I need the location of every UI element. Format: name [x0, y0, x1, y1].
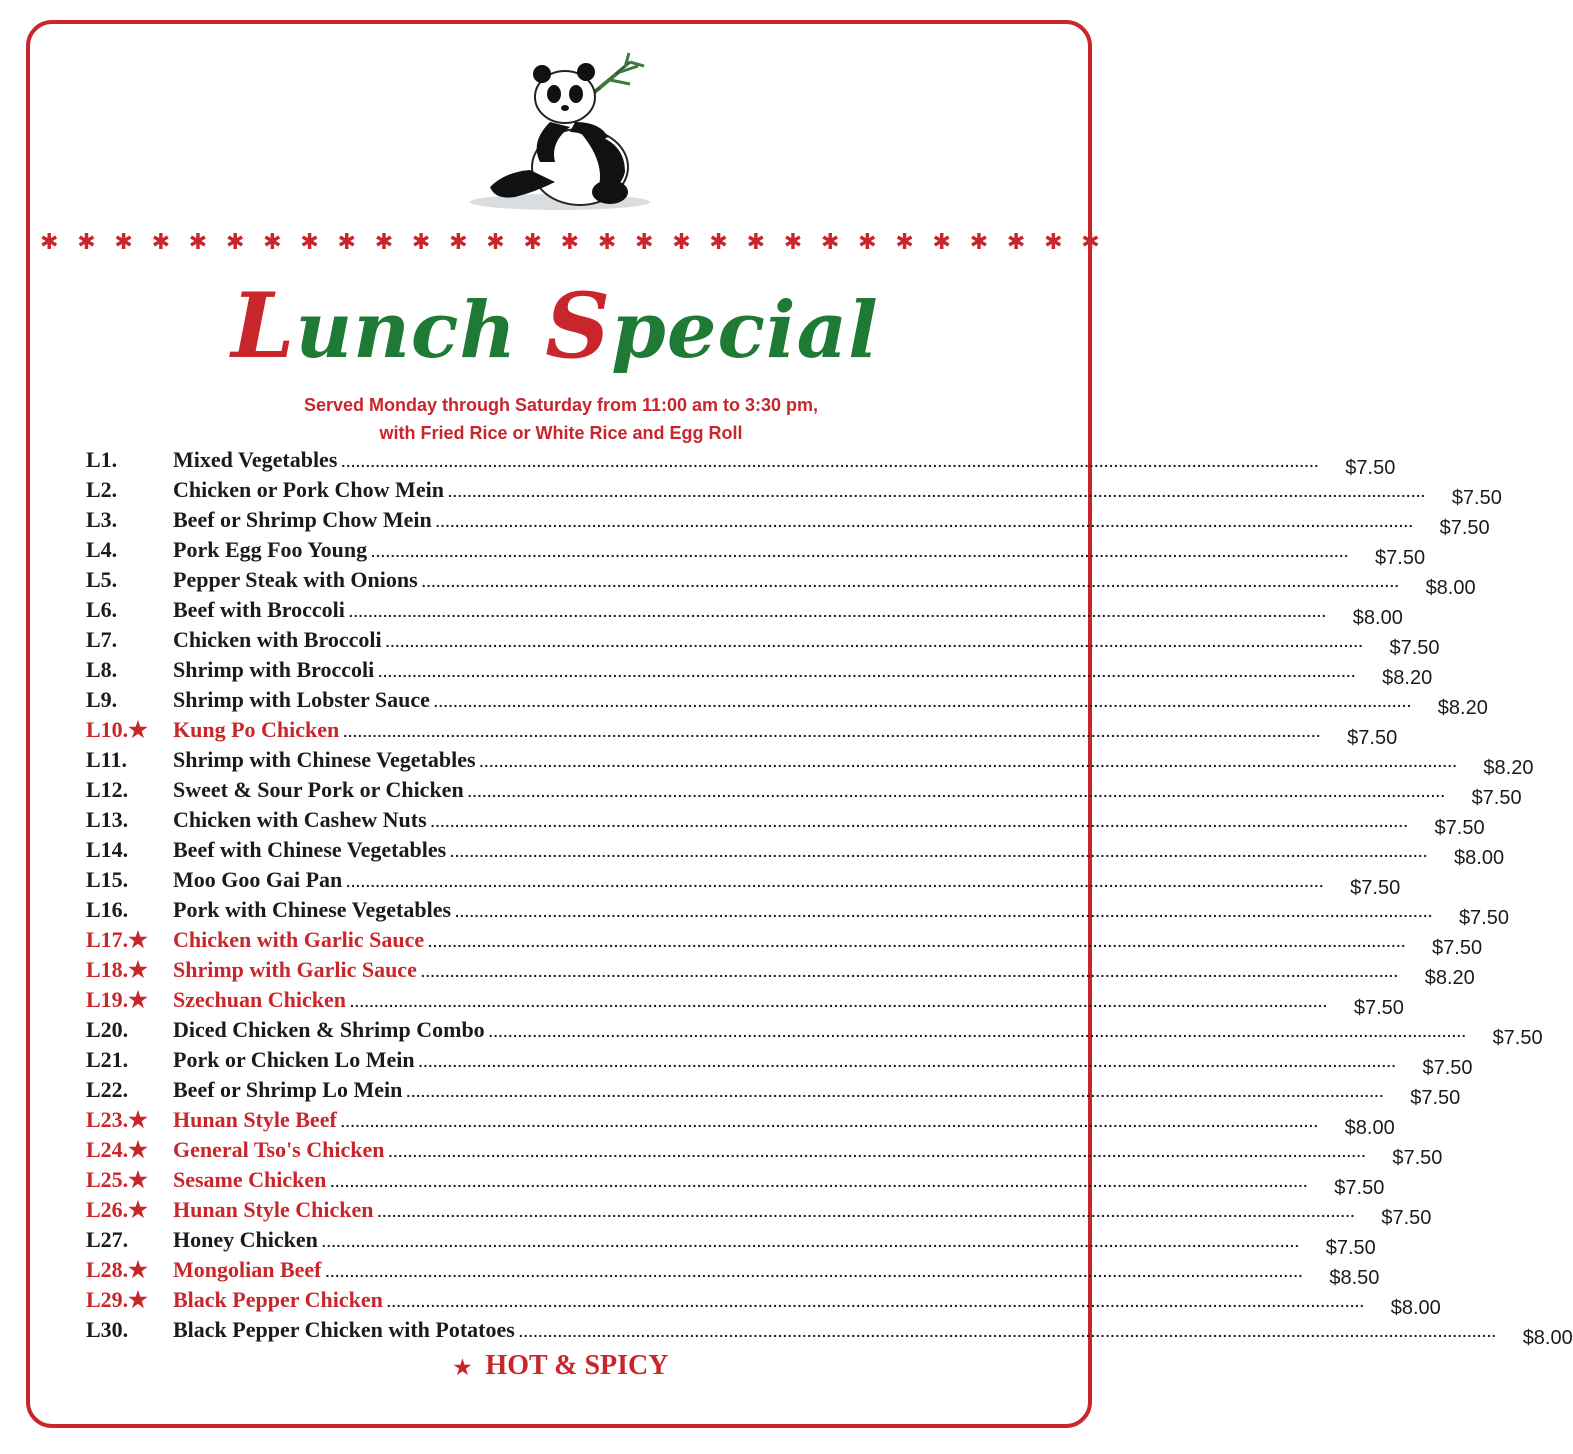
subtitle-line-2 [0, 420, 1122, 446]
menu-item-code: L28.★ [86, 1257, 148, 1282]
menu-item [86, 775, 1522, 809]
decorative-star-icon: ✱ [1044, 230, 1063, 255]
dot-leader: ........................................................................................................................................................................................................ [378, 664, 1357, 680]
menu-item-name: Beef with Chinese Vegetables [173, 837, 447, 862]
menu-item-name-row [173, 1047, 1397, 1073]
dot-leader: ........................................................................................................................................................................................................ [348, 604, 1327, 620]
menu-item-name-row [173, 687, 1412, 713]
menu-item-name-row [173, 1317, 1497, 1343]
menu-item-code: L26.★ [86, 1197, 148, 1222]
menu-item-name: Beef with Broccoli [173, 597, 345, 622]
menu-item-price: $7.50 [1492, 1027, 1543, 1049]
menu-item-price: $8.00 [1352, 607, 1403, 629]
decorative-star-icon: ✱ [225, 230, 245, 255]
menu-item [86, 535, 1426, 569]
menu-item-name: Chicken with Cashew Nuts [173, 807, 427, 832]
dot-leader: ........................................................................................................................................................................................................ [371, 544, 1350, 560]
decorative-star-icon: ✱ [40, 230, 59, 255]
menu-item [86, 565, 1476, 599]
menu-item [86, 1225, 1376, 1259]
title-word-unch: unch [295, 285, 518, 376]
menu-item-name: Hunan Style Chicken [173, 1197, 374, 1222]
menu-item [86, 985, 1404, 1019]
subtitle-line-1 [0, 392, 1122, 418]
menu-item-code: L1. [86, 447, 118, 472]
menu-item [86, 1015, 1543, 1049]
decorative-star-icon: ✱ [1081, 230, 1100, 255]
menu-item-name: Szechuan Chicken [173, 987, 346, 1012]
menu-item [86, 745, 1534, 779]
menu-item-price: $7.50 [1345, 457, 1396, 479]
menu-item-price: $8.20 [1437, 697, 1488, 719]
menu-item-name: General Tso's Chicken [173, 1137, 385, 1162]
dot-leader: ........................................................................................................................................................................................................ [340, 1114, 1319, 1130]
menu-item-price: $7.50 [1451, 487, 1502, 509]
menu-item-code: L16. [86, 897, 129, 922]
menu-item-price: $7.50 [1389, 637, 1440, 659]
page-title [0, 273, 1110, 381]
menu-item [86, 595, 1403, 629]
menu-item-code: L17.★ [86, 927, 148, 952]
menu-item-price: $8.00 [1454, 847, 1505, 869]
menu-item-code: L7. [86, 627, 118, 652]
menu-item-code: L13. [86, 807, 129, 832]
menu-item-name: Hunan Style Beef [173, 1107, 337, 1132]
menu-item [86, 865, 1401, 899]
dot-leader: ........................................................................................................................................................................................................ [418, 1054, 1397, 1070]
menu-item [86, 655, 1433, 689]
dot-leader: ........................................................................................................................................................................................................ [406, 1084, 1385, 1100]
menu-item [86, 925, 1483, 959]
menu-item [86, 835, 1505, 869]
decorative-star-icon: ✱ [300, 230, 319, 255]
menu-item-name-row [173, 1107, 1319, 1133]
menu-item-name: Pork with Chinese Vegetables [173, 897, 452, 922]
decorative-star-icon: ✱ [820, 230, 840, 255]
menu-item-name-row [173, 1167, 1308, 1193]
menu-item-name-row [173, 927, 1406, 953]
menu-item-name-row [173, 1257, 1303, 1283]
menu-item-code: L18.★ [86, 957, 148, 982]
menu-item-name: Pork or Chicken Lo Mein [173, 1047, 415, 1072]
menu-item-code: L6. [86, 597, 118, 622]
menu-item-price: $7.50 [1458, 907, 1509, 929]
decorative-star-icon: ✱ [746, 230, 765, 255]
title-word-pecial: pecial [611, 285, 879, 376]
menu-item-code: L22. [86, 1077, 129, 1102]
menu-item [86, 685, 1488, 719]
title-initial-l: L [231, 273, 296, 379]
menu-item-name-row [173, 837, 1428, 863]
menu-item-name-row [173, 717, 1321, 743]
menu-item-code: L14. [86, 837, 129, 862]
menu-item [86, 475, 1502, 509]
dot-leader: ........................................................................................................................................................................................................ [488, 1024, 1467, 1040]
menu-item-name-row [173, 657, 1356, 683]
decorative-star-icon: ✱ [449, 230, 468, 255]
menu-item-name: Shrimp with Lobster Sauce [173, 687, 430, 712]
menu-item-name-row [173, 1287, 1365, 1313]
menu-item [86, 445, 1396, 479]
dot-leader: ........................................................................................................................................................................................................ [450, 844, 1429, 860]
menu-item-code: L24.★ [86, 1137, 148, 1162]
menu-item-name: Chicken with Broccoli [173, 627, 382, 652]
hot-spicy-legend [0, 1350, 1122, 1382]
menu-item [86, 1255, 1380, 1289]
menu-item-price: $8.20 [1382, 667, 1433, 689]
menu-item-code: L21. [86, 1047, 129, 1072]
decorative-star-icon: ✱ [783, 230, 803, 255]
menu-item-name: Mixed Vegetables [173, 447, 338, 472]
dot-leader: ........................................................................................................................................................................................................ [330, 1174, 1309, 1190]
menu-item-price: $7.50 [1334, 1177, 1385, 1199]
dot-leader: ........................................................................................................................................................................................................ [435, 514, 1414, 530]
dot-leader: ........................................................................................................................................................................................................ [479, 754, 1458, 770]
menu-item-price: $8.50 [1329, 1267, 1380, 1289]
dot-leader: ........................................................................................................................................................................................................ [349, 994, 1328, 1010]
menu-item-name-row [173, 597, 1327, 623]
menu-item-price: $8.20 [1483, 757, 1534, 779]
decorative-star-icon: ✱ [151, 230, 170, 255]
menu-item-name-row [173, 1197, 1355, 1223]
dot-leader: ........................................................................................................................................................................................................ [518, 1324, 1497, 1340]
menu-item [86, 1195, 1432, 1229]
menu-item-price: $8.00 [1522, 1327, 1573, 1349]
menu-item-code: L4. [86, 537, 118, 562]
menu-item-name: Moo Goo Gai Pan [173, 867, 343, 892]
menu-item-name: Pork Egg Foo Young [173, 537, 368, 562]
menu-item-name-row [173, 1227, 1300, 1253]
dot-leader: ........................................................................................................................................................................................................ [420, 964, 1399, 980]
menu-item [86, 625, 1440, 659]
menu-item-price: $7.50 [1325, 1237, 1376, 1259]
menu-item-code: L12. [86, 777, 129, 802]
menu-item [86, 1105, 1395, 1139]
menu-item-code: L23.★ [86, 1107, 148, 1132]
menu-item-name-row [173, 867, 1324, 893]
decorative-star-icon: ✱ [597, 230, 617, 255]
subtitle-text-1: Served Monday through Saturday from 11:00 am to 3:30 pm, [303, 395, 819, 415]
dot-leader: ........................................................................................................................................................................................................ [467, 784, 1446, 800]
menu-item-name: Shrimp with Broccoli [173, 657, 375, 682]
menu-item [86, 715, 1398, 749]
menu-item-price: $7.50 [1422, 1057, 1473, 1079]
decorative-star-icon: ✱ [374, 230, 394, 255]
title-initial-s: S [545, 273, 612, 379]
menu-item [86, 1285, 1441, 1319]
menu-item-price: $7.50 [1410, 1087, 1461, 1109]
menu-item-price: $7.50 [1381, 1207, 1432, 1229]
menu-item-name-row [173, 897, 1433, 923]
decorative-star-border [40, 228, 1100, 258]
decorative-star-icon: ✱ [486, 230, 505, 255]
dot-leader: ........................................................................................................................................................................................................ [447, 484, 1426, 500]
dot-leader: ........................................................................................................................................................................................................ [455, 904, 1433, 920]
dot-leader: ........................................................................................................................................................................................................ [421, 574, 1400, 590]
menu-item-name: Shrimp with Garlic Sauce [173, 957, 417, 982]
menu-list [86, 445, 1573, 1349]
menu-item [86, 505, 1490, 539]
menu-item-code: L3. [86, 507, 118, 532]
menu-item-name: Sweet & Sour Pork or Chicken [173, 777, 464, 802]
decorative-star-icon: ✱ [560, 230, 580, 255]
menu-item-price: $7.50 [1471, 787, 1522, 809]
menu-item-name: Chicken or Pork Chow Mein [173, 477, 444, 502]
menu-item-code: L29.★ [86, 1287, 148, 1312]
menu-item-name: Black Pepper Chicken [173, 1287, 383, 1312]
menu-item [86, 895, 1509, 929]
decorative-star-icon: ✱ [188, 230, 208, 255]
hot-spicy-label: HOT & SPICY [485, 1350, 669, 1381]
menu-item-code: L9. [86, 687, 118, 712]
dot-leader: ........................................................................................................................................................................................................ [388, 1144, 1367, 1160]
decorative-star-icon: ✱ [77, 230, 96, 255]
menu-item-code: L11. [86, 747, 127, 772]
menu-item-name-row [173, 537, 1349, 563]
menu-item-name: Honey Chicken [173, 1227, 318, 1252]
menu-item-code: L8. [86, 657, 118, 682]
menu-item-name-row [173, 1077, 1384, 1103]
menu-item-price: $7.50 [1375, 547, 1426, 569]
decorative-star-icon: ✱ [635, 230, 654, 255]
menu-item [86, 1315, 1573, 1349]
menu-item-price: $8.00 [1425, 577, 1476, 599]
menu-item-code: L15. [86, 867, 129, 892]
menu-item-price: $7.50 [1434, 817, 1485, 839]
dot-leader: ........................................................................................................................................................................................................ [341, 454, 1320, 470]
menu-item-code: L10.★ [86, 717, 148, 742]
menu-item-code: L27. [86, 1227, 129, 1252]
menu-item-name: Shrimp with Chinese Vegetables [173, 747, 476, 772]
decorative-star-icon: ✱ [858, 230, 877, 255]
dot-leader: ........................................................................................................................................................................................................ [430, 814, 1409, 830]
menu-item-price: $7.50 [1392, 1147, 1443, 1169]
menu-item-name-row [173, 477, 1426, 503]
decorative-star-icon: ✱ [337, 230, 356, 255]
menu-item-name-row [173, 627, 1364, 653]
panda-eating-bamboo-icon [460, 52, 660, 217]
menu-item-name-row [173, 1017, 1467, 1043]
menu-item-price: $7.50 [1439, 517, 1490, 539]
dot-leader: ........................................................................................................................................................................................................ [385, 634, 1364, 650]
menu-item-price: $7.50 [1347, 727, 1398, 749]
menu-item [86, 955, 1475, 989]
menu-item-name: Kung Po Chicken [173, 717, 340, 742]
menu-item-name: Sesame Chicken [173, 1167, 327, 1192]
dot-leader: ........................................................................................................................................................................................................ [321, 1234, 1300, 1250]
decorative-star-icon: ✱ [709, 230, 728, 255]
menu-item-name-row [173, 507, 1414, 533]
decorative-star-icon: ✱ [263, 230, 282, 255]
menu-item-price: $7.50 [1432, 937, 1483, 959]
menu-item-name-row [173, 567, 1400, 593]
menu-item-name-row [173, 957, 1399, 983]
menu-item-code: L5. [86, 567, 118, 592]
menu-item-name: Diced Chicken & Shrimp Combo [173, 1017, 485, 1042]
menu-item-code: L20. [86, 1017, 129, 1042]
menu-item-name: Chicken with Garlic Sauce [173, 927, 425, 952]
menu-item-price: $8.20 [1424, 967, 1475, 989]
spicy-star-icon: ★ [453, 1357, 472, 1380]
decorative-star-icon: ✱ [672, 230, 691, 255]
menu-item-name-row [173, 747, 1457, 773]
menu-item-name-row [173, 447, 1319, 473]
decorative-star-icon: ✱ [1006, 230, 1026, 255]
menu-item [86, 1045, 1473, 1079]
menu-item-price: $8.00 [1344, 1117, 1395, 1139]
menu-item-name-row [173, 987, 1328, 1013]
subtitle-text-2: with Fried Rice or White Rice and Egg Roll [379, 423, 743, 443]
decorative-star-icon: ✱ [411, 230, 431, 255]
menu-item-price: $7.50 [1350, 877, 1401, 899]
menu-item [86, 1135, 1443, 1169]
menu-item-code: L2. [86, 477, 118, 502]
dot-leader: ........................................................................................................................................................................................................ [377, 1204, 1356, 1220]
menu-item-name-row [173, 777, 1446, 803]
decorative-star-icon: ✱ [523, 230, 542, 255]
dot-leader: ........................................................................................................................................................................................................ [346, 874, 1325, 890]
menu-item-price: $8.00 [1390, 1297, 1441, 1319]
menu-item-code: L25.★ [86, 1167, 148, 1192]
dot-leader: ........................................................................................................................................................................................................ [386, 1294, 1365, 1310]
decorative-star-icon: ✱ [932, 230, 951, 255]
decorative-star-icon: ✱ [969, 230, 989, 255]
menu-item-name: Beef or Shrimp Lo Mein [173, 1077, 403, 1102]
menu-item-name-row [173, 807, 1409, 833]
decorative-star-icon: ✱ [114, 230, 133, 255]
menu-item-name: Black Pepper Chicken with Potatoes [173, 1317, 515, 1342]
menu-item [86, 1075, 1461, 1109]
menu-item-price: $7.50 [1353, 997, 1404, 1019]
menu-item-code: L30. [86, 1317, 129, 1342]
dot-leader: ........................................................................................................................................................................................................ [343, 724, 1322, 740]
menu-item-code: L19.★ [86, 987, 148, 1012]
menu-item-name: Mongolian Beef [173, 1257, 322, 1282]
dot-leader: ........................................................................................................................................................................................................ [325, 1264, 1304, 1280]
menu-item-name: Pepper Steak with Onions [173, 567, 418, 592]
menu-item-name: Beef or Shrimp Chow Mein [173, 507, 432, 532]
menu-item-name-row [173, 1137, 1366, 1163]
decorative-star-icon: ✱ [895, 230, 914, 255]
menu-item [86, 805, 1485, 839]
dot-leader: ........................................................................................................................................................................................................ [428, 934, 1407, 950]
menu-item [86, 1165, 1385, 1199]
dot-leader: ........................................................................................................................................................................................................ [433, 694, 1412, 710]
